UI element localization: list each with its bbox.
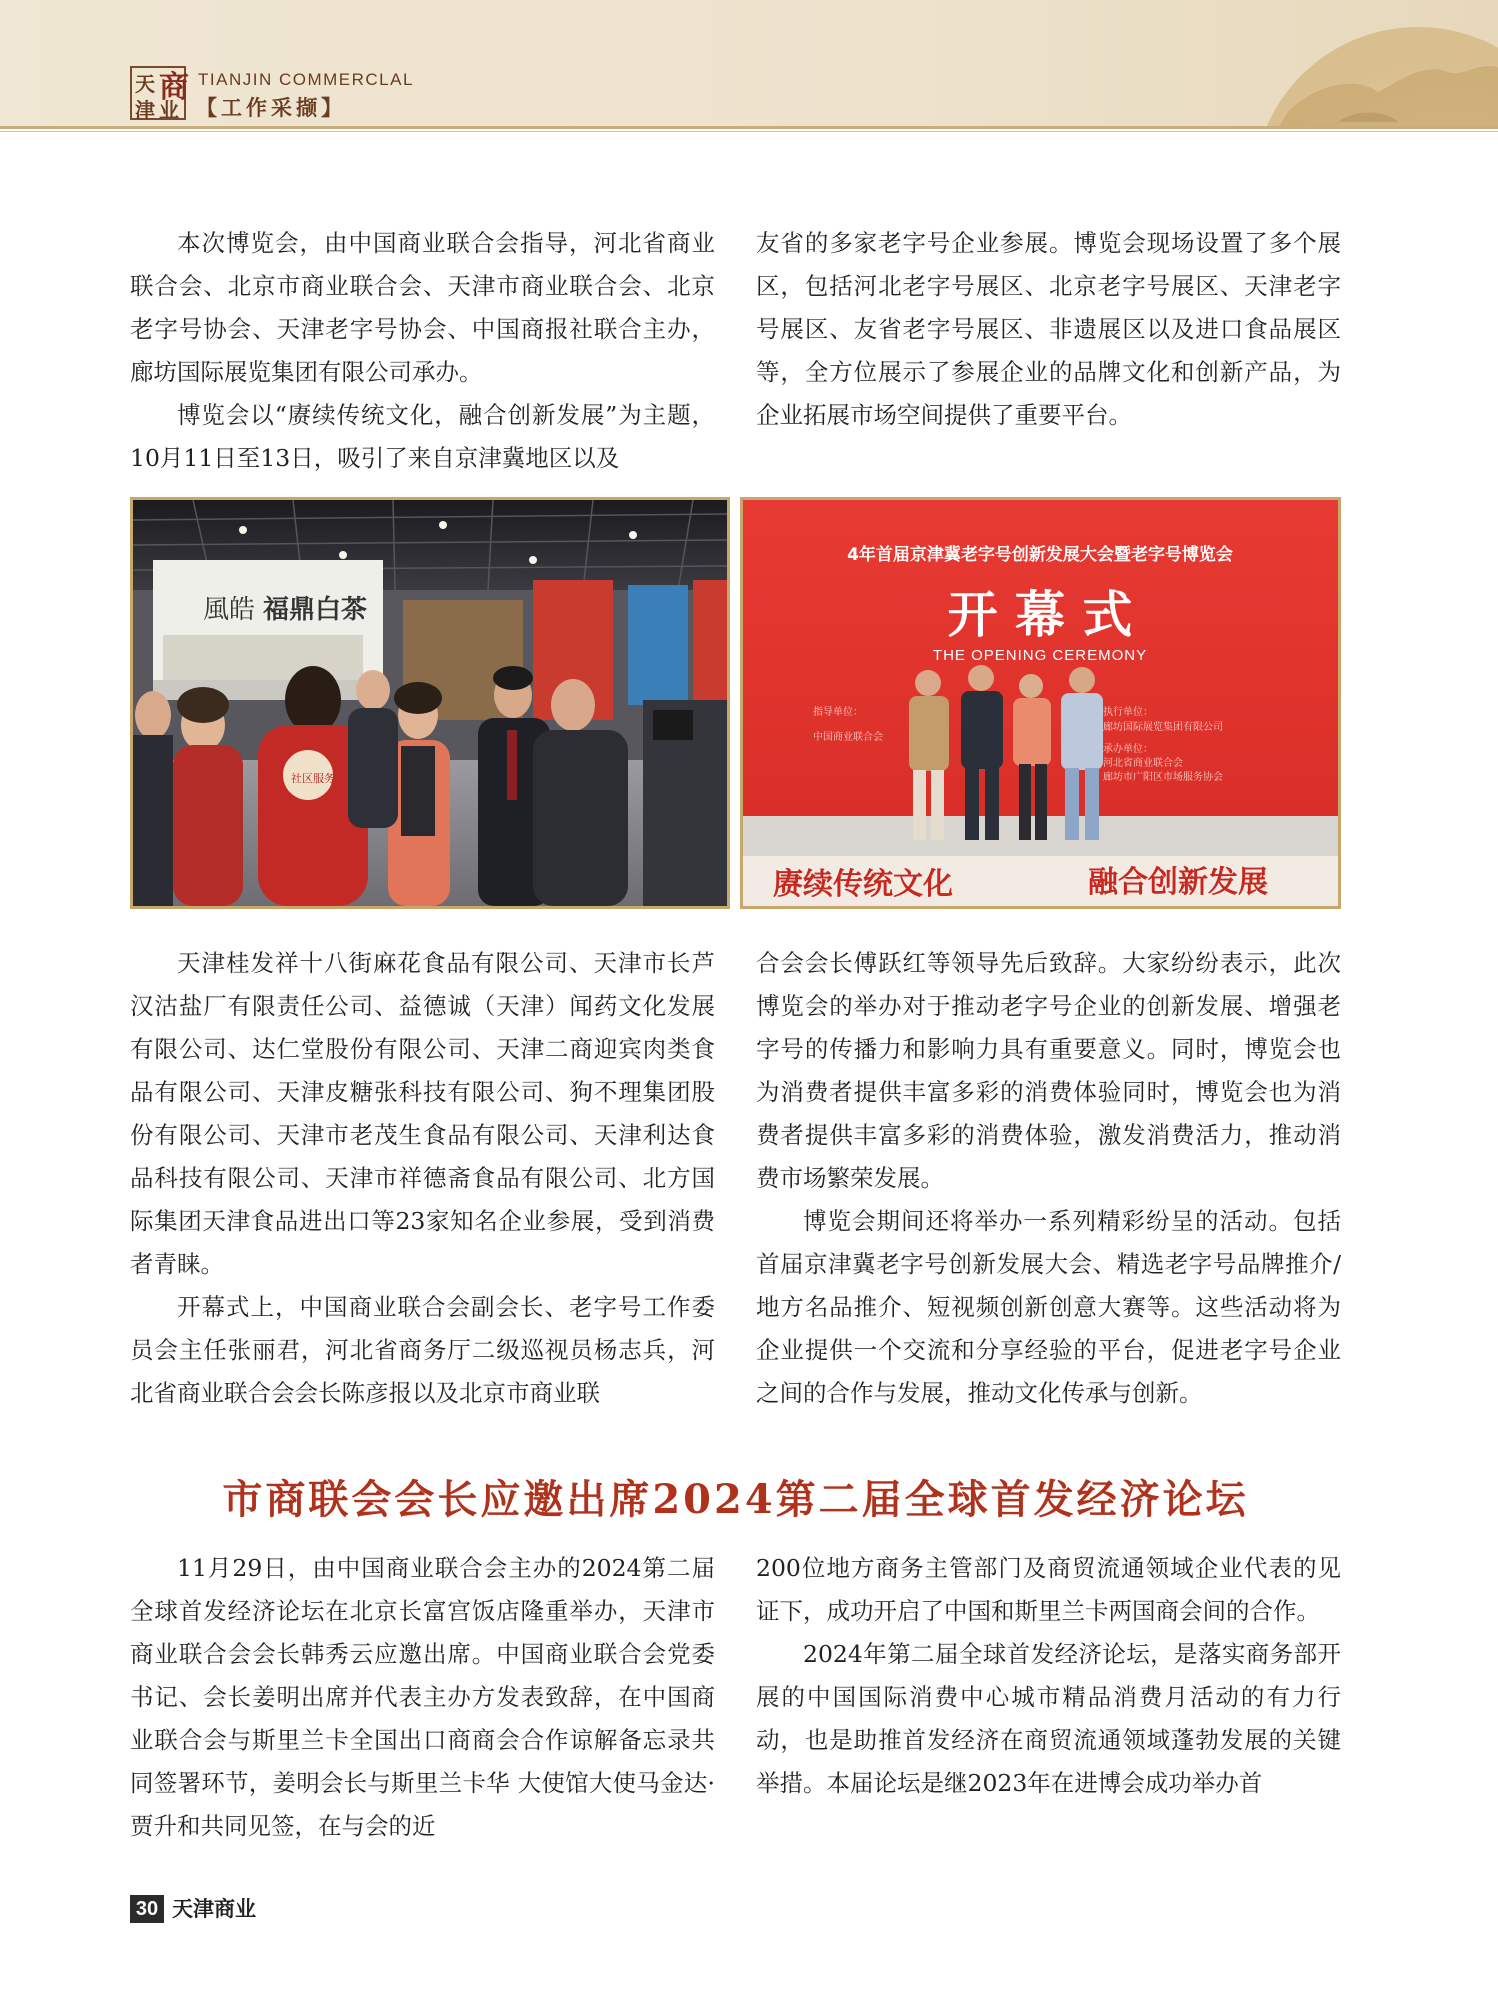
article1-left-column-bottom (130, 942, 715, 1415)
paragraph: 博览会以“赓续传统文化，融合创新发展”为主题，10月11日至13日，吸引了来自京津冀地区以及 (130, 401, 715, 472)
header-rule-thin (0, 131, 1498, 132)
paragraph: 200位地方商务主管部门及商贸流通领域企业代表的见证下，成功开启了中国和斯里兰卡两国商会间的合作。 (756, 1554, 1341, 1625)
slogan-left: 赓续传统文化 (773, 867, 953, 902)
banner-title: 4年首届京津冀老字号创新发展大会暨老字号博览会 (847, 545, 1233, 565)
logo-char: 津 (135, 98, 155, 122)
page-header (0, 0, 1498, 128)
ceremony-english: THE OPENING CEREMONY (932, 647, 1148, 664)
globe-decoration (1248, 22, 1498, 128)
magazine-name: 天津商业 (172, 1896, 256, 1921)
paragraph: 合会会长傅跃红等领导先后致辞。大家纷纷表示，此次博览会的举办对于推动老字号企业的创新发展、增强老字号的传播力和影响力具有重要意义。同时，博览会也为消费者提供丰富多彩的消费体验同时，博览会也为消费者提供丰富多彩的消费体验，激发消费活力，推动消费市场繁荣发展。 (756, 949, 1341, 1192)
logo-char: 业 (159, 98, 179, 122)
exec-label: 执行单位： (1103, 707, 1153, 718)
paragraph: 本次博览会，由中国商业联合会指导，河北省商业联合会、北京市商业联合会、天津市商业联合会、北京老字号协会、天津老字号协会、中国商报社联合主办，廊坊国际展览集团有限公司承办。 (130, 229, 715, 386)
paragraph: 天津桂发祥十八街麻花食品有限公司、天津市长芦汉沽盐厂有限责任公司、益德诚（天津）闻药文化发展有限公司、达仁堂股份有限公司、天津二商迎宾肉类食品有限公司、天津皮糖张科技有限公司、狗不理集团股份有限公司、天津市老茂生食品有限公司、天津利达食品科技有限公司、天津市祥德斋食品有限公司、北方国际集团天津食品进出口等23家知名企业参展，受到消费者青睐。 (130, 949, 715, 1278)
sponsor-value: 中国商业联合会 (813, 732, 883, 743)
magazine-english-title: TIANJIN COMMERCLAL (198, 70, 414, 89)
logo-char: 天 (135, 72, 155, 96)
article1-right-column-bottom (756, 942, 1341, 1415)
vest-emblem-text: 社区服务 (291, 772, 335, 785)
article2-right-column (756, 1547, 1341, 1805)
paragraph: 友省的多家老字号企业参展。博览会现场设置了多个展区，包括河北老字号展区、北京老字号展区、天津老字号展区、友省老字号展区、非遗展区以及进口食品展区等，全方位展示了参展企业的品牌文化和创新产品，为企业拓展市场空间提供了重要平台。 (756, 229, 1341, 429)
organizer-label: 承办单位： (1103, 744, 1153, 755)
organizer-value: 河北省商业联合会 (1103, 758, 1183, 769)
organizer-value: 廊坊市广阳区市场服务协会 (1103, 772, 1223, 783)
ceremony-title: 开 幕 式 (947, 585, 1133, 644)
header-rule (0, 126, 1498, 129)
slogan-right: 融合创新发展 (1088, 865, 1268, 900)
magazine-logo (130, 66, 189, 122)
logo-char: 商 (159, 70, 189, 105)
expo-hall-photo (130, 497, 730, 909)
paragraph: 11月29日，由中国商业联合会主办的2024第二届全球首发经济论坛在北京长富宫饭店隆重举办，天津市商业联合会会长韩秀云应邀出席。中国商业联合会党委书记、会长姜明出席并代表主办方发表致辞，在中国商业联合会与斯里兰卡全国出口商商会合作谅解备忘录共同签署环节，姜明会长与斯里兰卡华 大使馆大使马金达·贾升和共同见签，在与会的近 (130, 1554, 715, 1840)
paragraph: 2024年第二届全球首发经济论坛，是落实商务部开展的中国国际消费中心城市精品消费月活动的有力行动，也是助推首发经济在商贸流通领域蓬勃发展的关键举措。本届论坛是继2023年在进博会成功举办首 (756, 1640, 1341, 1797)
page-number: 30 (130, 1895, 164, 1923)
section-tag: 【工作采撷】 (196, 95, 346, 120)
booth-sign-product: 福鼎白茶 (263, 595, 368, 625)
paragraph: 博览会期间还将举办一系列精彩纷呈的活动。包括首届京津冀老字号创新发展大会、精选老字号品牌推介/地方名品推介、短视频创新创意大赛等。这些活动将为企业提供一个交流和分享经验的平台，促进老字号企业之间的合作与发展，推动文化传承与创新。 (756, 1207, 1341, 1407)
article1-right-column-top (756, 222, 1341, 437)
sponsor-label: 指导单位： (813, 707, 863, 718)
article-title: 市商联会会长应邀出席2024第二届全球首发经济论坛 (222, 1476, 1249, 1523)
booth-sign-brand: 風皓 (203, 595, 256, 625)
opening-ceremony-photo (740, 497, 1341, 909)
exec-value: 廊坊国际展览集团有限公司 (1103, 722, 1223, 733)
article1-left-column-top (130, 222, 715, 480)
paragraph: 开幕式上，中国商业联合会副会长、老字号工作委员会主任张丽君，河北省商务厅二级巡视员杨志兵，河北省商业联合会会长陈彦报以及北京市商业联 (130, 1293, 715, 1407)
article2-left-column (130, 1547, 715, 1848)
